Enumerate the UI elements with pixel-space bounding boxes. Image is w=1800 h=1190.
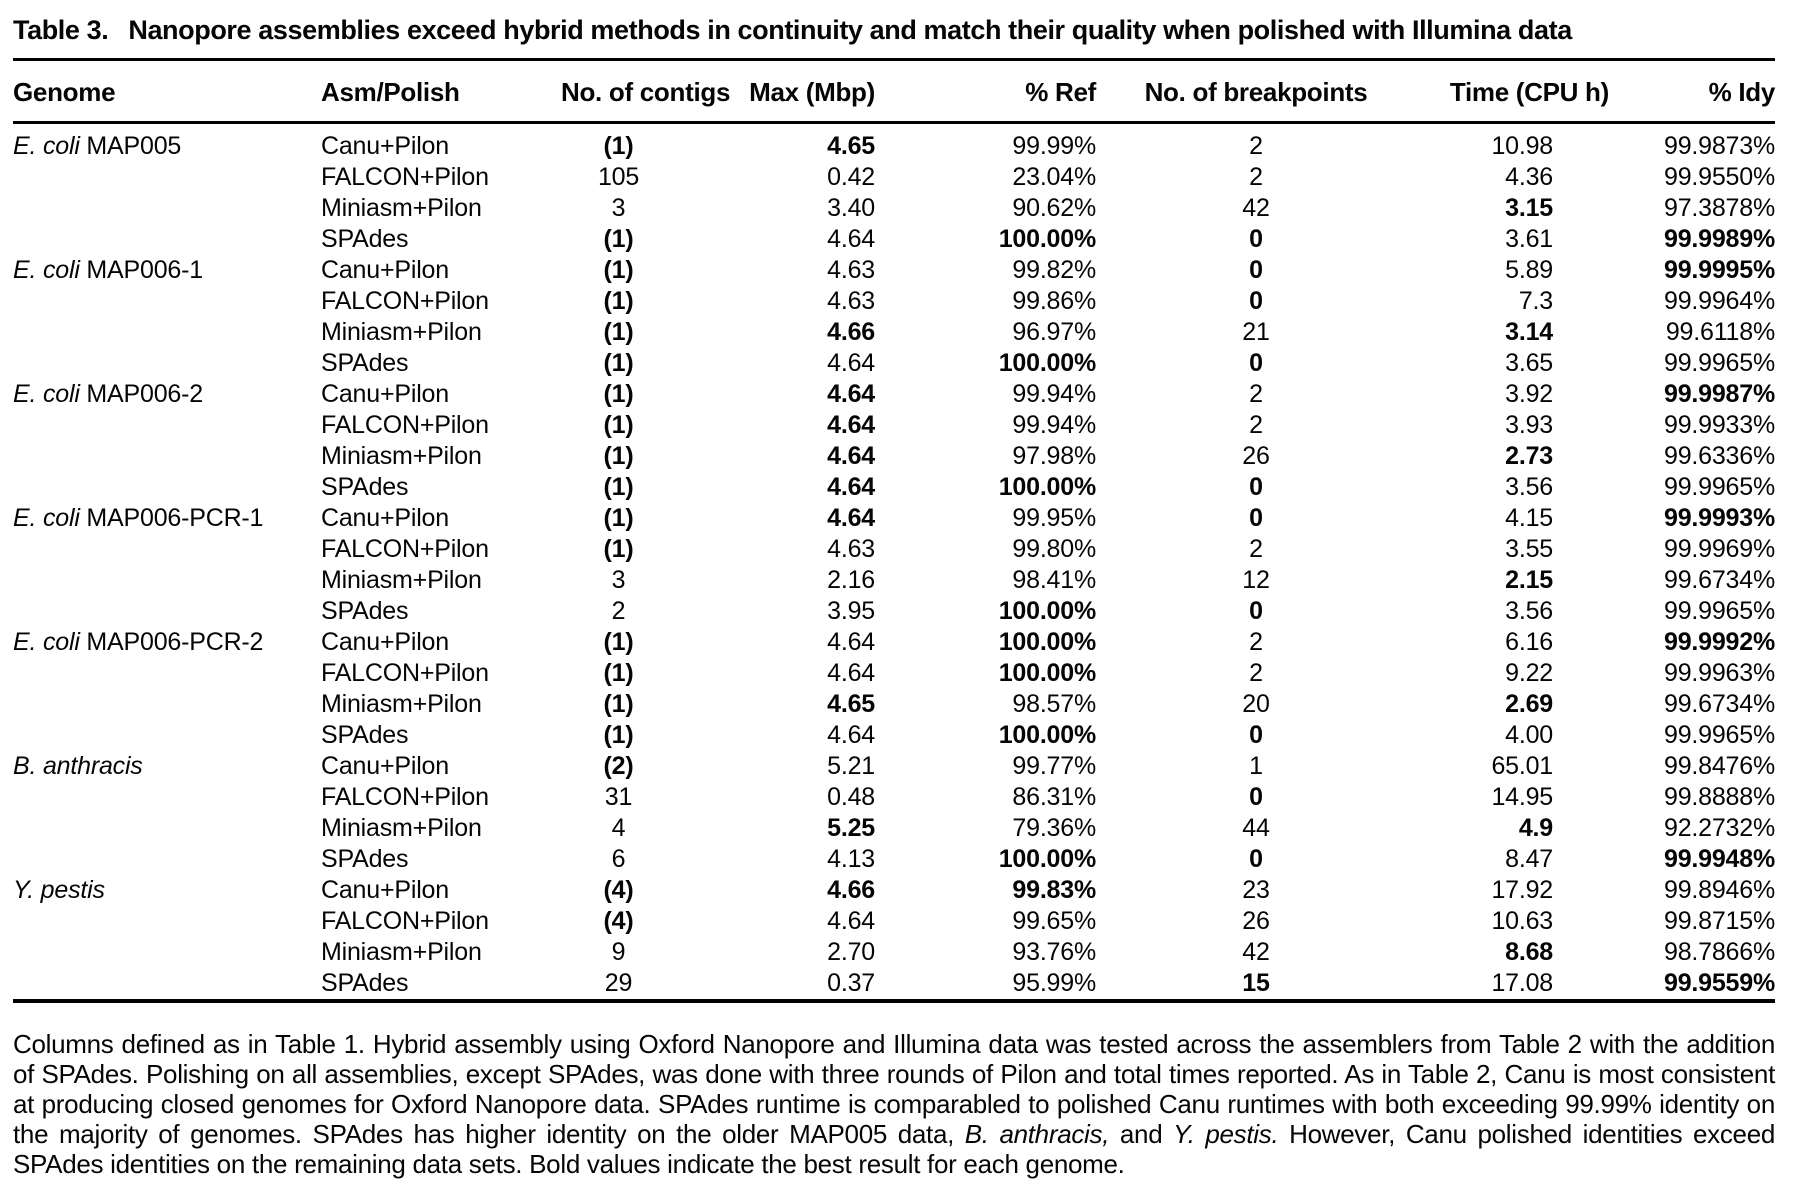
- contigs-cell: (1): [603, 721, 634, 749]
- table-body: [13, 123, 1775, 1002]
- ref-cell: 86.31%: [1012, 783, 1096, 811]
- max-cell: 4.66: [827, 876, 875, 904]
- genome-cell: [13, 162, 321, 193]
- time-cell: 3.56: [1505, 597, 1553, 625]
- assembler-cell: Canu+Pilon: [321, 628, 449, 656]
- assembler-cell: Canu+Pilon: [321, 504, 449, 532]
- time-cell: 10.98: [1491, 132, 1553, 160]
- bp-cell: 0: [1249, 225, 1263, 253]
- bp-cell: 23: [1242, 876, 1270, 904]
- contigs-cell: (1): [603, 442, 634, 470]
- genome-cell: [13, 565, 321, 596]
- time-cell: 3.15: [1505, 194, 1553, 222]
- column-header-asm: Asm/Polish: [321, 61, 561, 123]
- genome-cell: [13, 844, 321, 875]
- max-cell: 0.37: [827, 969, 875, 997]
- table-number: Table 3.: [13, 15, 109, 45]
- table-row: [13, 627, 1775, 658]
- ref-cell: 99.99%: [1012, 132, 1096, 160]
- table-row: [13, 224, 1775, 255]
- ref-cell: 99.94%: [1012, 411, 1096, 439]
- max-cell: 4.65: [827, 690, 875, 718]
- genome-cell: Y. pestis: [13, 876, 105, 904]
- ref-cell: 23.04%: [1012, 163, 1096, 191]
- footnote-text: However, Canu polished identities exceed SPAdes identities on the remaining data sets. Bold values indicate the best result for each genome.: [13, 1119, 1776, 1179]
- time-cell: 10.63: [1491, 907, 1553, 935]
- bp-cell: 2: [1249, 163, 1263, 191]
- max-cell: 4.65: [827, 132, 875, 160]
- time-cell: 3.56: [1505, 473, 1553, 501]
- idy-cell: 99.9550%: [1664, 163, 1775, 191]
- idy-cell: 99.9969%: [1664, 535, 1775, 563]
- bp-cell: 0: [1249, 349, 1263, 377]
- time-cell: 17.08: [1491, 969, 1553, 997]
- assembler-cell: SPAdes: [321, 969, 409, 997]
- contigs-cell: (1): [603, 349, 634, 377]
- ref-cell: 100.00%: [998, 845, 1096, 873]
- genome-cell: [13, 658, 321, 689]
- ref-cell: 100.00%: [998, 349, 1096, 377]
- time-cell: 3.93: [1505, 411, 1553, 439]
- genome-cell: [13, 193, 321, 224]
- idy-cell: 99.9992%: [1664, 628, 1775, 656]
- contigs-cell: (1): [603, 535, 634, 563]
- table-row: [13, 937, 1775, 968]
- genome-cell: [13, 596, 321, 627]
- contigs-cell: (1): [603, 256, 634, 284]
- genome-cell: [13, 689, 321, 720]
- ref-cell: 100.00%: [998, 597, 1096, 625]
- genome-cell: [13, 937, 321, 968]
- contigs-cell: (1): [603, 690, 634, 718]
- table-row: [13, 286, 1775, 317]
- max-cell: 5.21: [827, 752, 875, 780]
- max-cell: 4.64: [827, 225, 875, 253]
- table-row: [13, 906, 1775, 937]
- ref-cell: 99.80%: [1012, 535, 1096, 563]
- assembler-cell: SPAdes: [321, 473, 409, 501]
- time-cell: 8.47: [1505, 845, 1553, 873]
- genome-cell: [13, 720, 321, 751]
- bp-cell: 44: [1242, 814, 1270, 842]
- time-cell: 3.92: [1505, 380, 1553, 408]
- assembler-cell: Miniasm+Pilon: [321, 194, 482, 222]
- max-cell: 4.64: [827, 473, 875, 501]
- genome-cell: [13, 348, 321, 379]
- genome-cell: E. coli MAP005: [13, 132, 182, 160]
- ref-cell: 99.86%: [1012, 287, 1096, 315]
- bp-cell: 0: [1249, 597, 1263, 625]
- column-header-bp: No. of breakpoints: [1096, 61, 1416, 123]
- time-cell: 65.01: [1491, 752, 1553, 780]
- contigs-cell: 2: [611, 597, 626, 625]
- max-cell: 4.63: [827, 256, 875, 284]
- table-row: [13, 658, 1775, 689]
- bp-cell: 2: [1249, 659, 1263, 687]
- table-row: [13, 379, 1775, 410]
- bp-cell: 0: [1249, 473, 1263, 501]
- table-row: [13, 875, 1775, 906]
- table-title: [13, 10, 1775, 50]
- table-row: [13, 844, 1775, 875]
- table-row: [13, 193, 1775, 224]
- ref-cell: 99.94%: [1012, 380, 1096, 408]
- assembler-cell: FALCON+Pilon: [321, 287, 489, 315]
- ref-cell: 99.83%: [1012, 876, 1096, 904]
- assembler-cell: Miniasm+Pilon: [321, 318, 482, 346]
- idy-cell: 99.9964%: [1664, 287, 1775, 315]
- ref-cell: 99.95%: [1012, 504, 1096, 532]
- idy-cell: 99.9933%: [1664, 411, 1775, 439]
- table-row: [13, 503, 1775, 534]
- idy-cell: 99.9559%: [1664, 969, 1775, 997]
- assembler-cell: Canu+Pilon: [321, 876, 449, 904]
- contigs-cell: (1): [603, 287, 634, 315]
- genome-cell: [13, 906, 321, 937]
- footnote-text: Columns defined as in Table 1. Hybrid assembly using Oxford Nanopore and Illumina data was tested across the assemblers from Table 2 with the addition of SPAdes. Polishing on all assemblies, except SPAdes, was done with three rounds of Pilon and total times reported. As in Table 2, Canu is most consistent at producing closed genomes for Oxford Nanopore data. SPAdes runtime is comparabled to polished Canu runtimes with both exceeding 99.99% identity on the majority of genomes. SPAdes has higher identity on the older MAP005 data,: [13, 1029, 1775, 1149]
- assembler-cell: Canu+Pilon: [321, 380, 449, 408]
- genome-cell: B. anthracis: [13, 752, 143, 780]
- time-cell: 4.15: [1505, 504, 1553, 532]
- column-header-contigs: No. of contigs: [561, 61, 676, 123]
- footnote-species-name: B. anthracis,: [964, 1119, 1110, 1149]
- ref-cell: 100.00%: [998, 659, 1096, 687]
- max-cell: 4.63: [827, 535, 875, 563]
- ref-cell: 99.77%: [1012, 752, 1096, 780]
- contigs-cell: 3: [611, 566, 626, 594]
- assembler-cell: SPAdes: [321, 845, 409, 873]
- max-cell: 4.64: [827, 411, 875, 439]
- contigs-cell: (1): [603, 659, 634, 687]
- table-footnote: [13, 1029, 1775, 1179]
- time-cell: 4.36: [1505, 163, 1553, 191]
- contigs-cell: (1): [603, 628, 634, 656]
- table-row: [13, 720, 1775, 751]
- assembler-cell: Miniasm+Pilon: [321, 690, 482, 718]
- bp-cell: 2: [1249, 132, 1263, 160]
- contigs-cell: (4): [603, 907, 634, 935]
- ref-cell: 97.98%: [1012, 442, 1096, 470]
- contigs-cell: (4): [603, 876, 634, 904]
- time-cell: 4.9: [1518, 814, 1553, 842]
- ref-cell: 99.65%: [1012, 907, 1096, 935]
- genome-cell: E. coli MAP006-PCR-1: [13, 504, 264, 532]
- ref-cell: 98.41%: [1012, 566, 1096, 594]
- max-cell: 4.13: [827, 845, 875, 873]
- assembler-cell: FALCON+Pilon: [321, 411, 489, 439]
- contigs-cell: 9: [611, 938, 626, 966]
- contigs-cell: (1): [603, 504, 634, 532]
- idy-cell: 99.6336%: [1664, 442, 1775, 470]
- bp-cell: 42: [1242, 938, 1270, 966]
- table-row: [13, 348, 1775, 379]
- max-cell: 4.66: [827, 318, 875, 346]
- contigs-cell: (1): [603, 411, 634, 439]
- bp-cell: 15: [1242, 969, 1270, 997]
- contigs-cell: (2): [603, 752, 634, 780]
- genome-cell: [13, 813, 321, 844]
- assembler-cell: Miniasm+Pilon: [321, 814, 482, 842]
- column-header-idy: % Idy: [1609, 61, 1775, 123]
- max-cell: 0.42: [827, 163, 875, 191]
- ref-cell: 100.00%: [998, 721, 1096, 749]
- footnote-species-name: Y. pestis.: [1173, 1119, 1279, 1149]
- time-cell: 4.00: [1505, 721, 1553, 749]
- bp-cell: 2: [1249, 535, 1263, 563]
- max-cell: 4.63: [827, 287, 875, 315]
- bp-cell: 0: [1249, 287, 1263, 315]
- assembler-cell: FALCON+Pilon: [321, 535, 489, 563]
- idy-cell: 99.9965%: [1664, 597, 1775, 625]
- table-row: [13, 782, 1775, 813]
- idy-cell: 99.9963%: [1664, 659, 1775, 687]
- table-row: [13, 410, 1775, 441]
- header-row: [13, 61, 1775, 123]
- bp-cell: 0: [1249, 721, 1263, 749]
- assembler-cell: FALCON+Pilon: [321, 907, 489, 935]
- assembler-cell: Miniasm+Pilon: [321, 938, 482, 966]
- idy-cell: 99.9873%: [1664, 132, 1775, 160]
- bp-cell: 26: [1242, 907, 1270, 935]
- bp-cell: 1: [1249, 752, 1263, 780]
- contigs-cell: (1): [603, 132, 634, 160]
- ref-cell: 98.57%: [1012, 690, 1096, 718]
- assembler-cell: SPAdes: [321, 721, 409, 749]
- genome-cell: [13, 472, 321, 503]
- ref-cell: 100.00%: [998, 628, 1096, 656]
- assembler-cell: SPAdes: [321, 597, 409, 625]
- time-cell: 17.92: [1491, 876, 1553, 904]
- time-cell: 7.3: [1518, 287, 1553, 315]
- idy-cell: 99.9965%: [1664, 721, 1775, 749]
- bp-cell: 2: [1249, 411, 1263, 439]
- max-cell: 5.25: [827, 814, 875, 842]
- column-header-genome: Genome: [13, 61, 321, 123]
- ref-cell: 95.99%: [1012, 969, 1096, 997]
- time-cell: 8.68: [1505, 938, 1553, 966]
- table-row: [13, 751, 1775, 782]
- assembler-cell: FALCON+Pilon: [321, 783, 489, 811]
- max-cell: 2.16: [827, 566, 875, 594]
- column-header-time: Time (CPU h): [1416, 61, 1609, 123]
- genome-cell: [13, 534, 321, 565]
- idy-cell: 99.9965%: [1664, 349, 1775, 377]
- contigs-cell: (1): [603, 318, 634, 346]
- time-cell: 2.69: [1505, 690, 1553, 718]
- assembler-cell: FALCON+Pilon: [321, 659, 489, 687]
- assembler-cell: SPAdes: [321, 225, 409, 253]
- time-cell: 2.73: [1505, 442, 1553, 470]
- bp-cell: 0: [1249, 845, 1263, 873]
- assembler-cell: Canu+Pilon: [321, 132, 449, 160]
- contigs-cell: (1): [603, 225, 634, 253]
- table-row: [13, 565, 1775, 596]
- max-cell: 4.64: [827, 628, 875, 656]
- idy-cell: 97.3878%: [1664, 194, 1775, 222]
- max-cell: 4.64: [827, 442, 875, 470]
- genome-cell: E. coli MAP006-PCR-2: [13, 628, 264, 656]
- bp-cell: 0: [1249, 783, 1263, 811]
- time-cell: 14.95: [1491, 783, 1553, 811]
- contigs-cell: (1): [603, 380, 634, 408]
- idy-cell: 99.9965%: [1664, 473, 1775, 501]
- idy-cell: 99.6734%: [1664, 690, 1775, 718]
- genome-cell: [13, 224, 321, 255]
- idy-cell: 99.9989%: [1664, 225, 1775, 253]
- ref-cell: 100.00%: [998, 473, 1096, 501]
- genome-cell: [13, 286, 321, 317]
- time-cell: 3.61: [1505, 225, 1553, 253]
- table-row: [13, 596, 1775, 627]
- table-row: [13, 534, 1775, 565]
- bp-cell: 42: [1242, 194, 1270, 222]
- ref-cell: 96.97%: [1012, 318, 1096, 346]
- column-header-max: Max (Mbp): [676, 61, 881, 123]
- bp-cell: 21: [1242, 318, 1270, 346]
- genome-cell: [13, 410, 321, 441]
- genome-cell: E. coli MAP006-1: [13, 256, 203, 284]
- assembler-cell: Miniasm+Pilon: [321, 566, 482, 594]
- max-cell: 3.40: [827, 194, 875, 222]
- column-header-ref: % Ref: [881, 61, 1096, 123]
- max-cell: 0.48: [827, 783, 875, 811]
- bp-cell: 2: [1249, 380, 1263, 408]
- time-cell: 6.16: [1505, 628, 1553, 656]
- max-cell: 4.64: [827, 659, 875, 687]
- max-cell: 4.64: [827, 907, 875, 935]
- idy-cell: 99.8715%: [1664, 907, 1775, 935]
- max-cell: 3.95: [827, 597, 875, 625]
- table-header: [13, 61, 1775, 123]
- table-row: [13, 162, 1775, 193]
- contigs-cell: 3: [611, 194, 626, 222]
- ref-cell: 99.82%: [1012, 256, 1096, 284]
- idy-cell: 98.7866%: [1664, 938, 1775, 966]
- ref-cell: 90.62%: [1012, 194, 1096, 222]
- bp-cell: 26: [1242, 442, 1270, 470]
- bp-cell: 20: [1242, 690, 1270, 718]
- assembler-cell: Canu+Pilon: [321, 752, 449, 780]
- assembler-cell: Miniasm+Pilon: [321, 442, 482, 470]
- contigs-cell: (1): [603, 473, 634, 501]
- idy-cell: 99.9987%: [1664, 380, 1775, 408]
- idy-cell: 92.2732%: [1664, 814, 1775, 842]
- time-cell: 3.55: [1505, 535, 1553, 563]
- genome-cell: E. coli MAP006-2: [13, 380, 203, 408]
- table-row: [13, 472, 1775, 503]
- assembler-cell: Canu+Pilon: [321, 256, 449, 284]
- contigs-cell: 4: [611, 814, 626, 842]
- time-cell: 2.15: [1505, 566, 1553, 594]
- ref-cell: 100.00%: [998, 225, 1096, 253]
- idy-cell: 99.8888%: [1664, 783, 1775, 811]
- ref-cell: 93.76%: [1012, 938, 1096, 966]
- genome-cell: [13, 317, 321, 348]
- genome-cell: [13, 441, 321, 472]
- idy-cell: 99.9948%: [1664, 845, 1775, 873]
- time-cell: 3.65: [1505, 349, 1553, 377]
- idy-cell: 99.6734%: [1664, 566, 1775, 594]
- bp-cell: 12: [1242, 566, 1270, 594]
- genome-cell: [13, 782, 321, 813]
- max-cell: 2.70: [827, 938, 875, 966]
- idy-cell: 99.8946%: [1664, 876, 1775, 904]
- table-row: [13, 441, 1775, 472]
- table-row: [13, 255, 1775, 286]
- idy-cell: 99.8476%: [1664, 752, 1775, 780]
- table-row: [13, 123, 1775, 163]
- results-table: [13, 61, 1775, 1003]
- idy-cell: 99.9993%: [1664, 504, 1775, 532]
- table-row: [13, 689, 1775, 720]
- bp-cell: 0: [1249, 256, 1263, 284]
- assembler-cell: SPAdes: [321, 349, 409, 377]
- contigs-cell: 29: [604, 969, 633, 997]
- contigs-cell: 105: [597, 163, 640, 191]
- idy-cell: 99.6118%: [1665, 318, 1775, 346]
- time-cell: 9.22: [1505, 659, 1553, 687]
- table-caption: Nanopore assemblies exceed hybrid methods in continuity and match their quality when polished with Illumina data: [128, 15, 1572, 45]
- time-cell: 3.14: [1505, 318, 1553, 346]
- table-row: [13, 813, 1775, 844]
- table-row: [13, 968, 1775, 1001]
- bp-cell: 0: [1249, 504, 1263, 532]
- table-row: [13, 317, 1775, 348]
- max-cell: 4.64: [827, 349, 875, 377]
- time-cell: 5.89: [1505, 256, 1553, 284]
- max-cell: 4.64: [827, 721, 875, 749]
- assembler-cell: FALCON+Pilon: [321, 163, 489, 191]
- contigs-cell: 31: [604, 783, 633, 811]
- idy-cell: 99.9995%: [1664, 256, 1775, 284]
- max-cell: 4.64: [827, 504, 875, 532]
- bp-cell: 2: [1249, 628, 1263, 656]
- contigs-cell: 6: [611, 845, 626, 873]
- footnote-text: and: [1109, 1119, 1174, 1149]
- ref-cell: 79.36%: [1012, 814, 1096, 842]
- max-cell: 4.64: [827, 380, 875, 408]
- genome-cell: [13, 968, 321, 1001]
